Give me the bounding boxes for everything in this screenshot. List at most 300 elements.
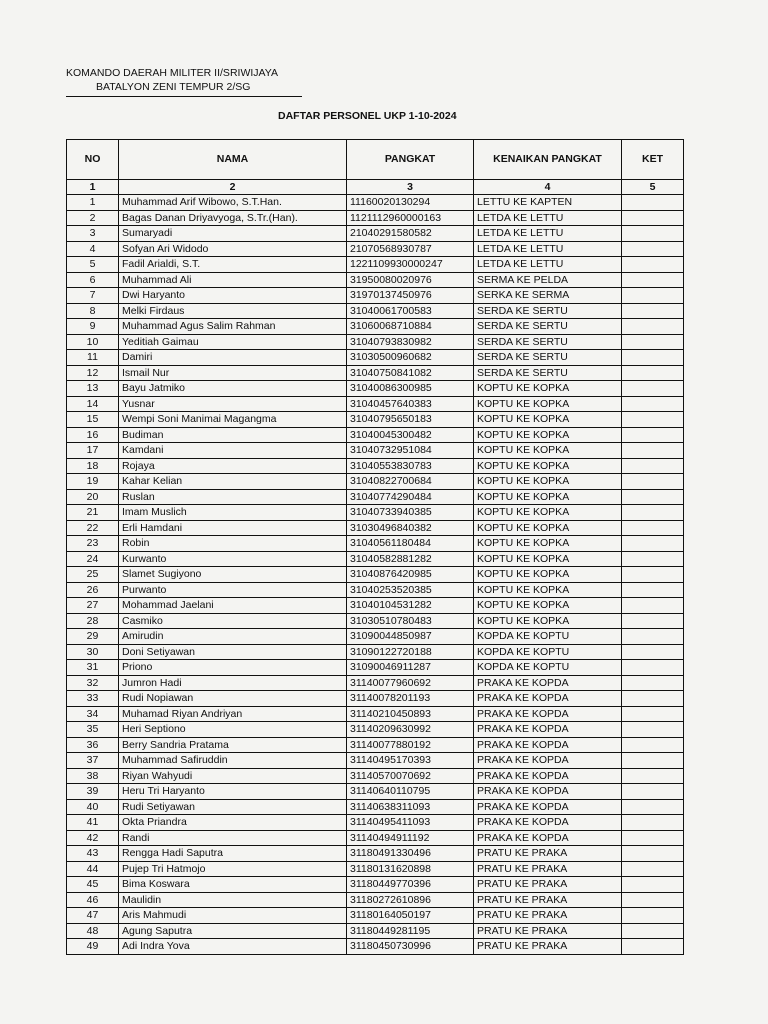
promotion-cell: KOPTU KE KOPKA xyxy=(474,381,622,397)
column-header-no: NO xyxy=(67,140,119,180)
promotion-cell: PRATU KE PRAKA xyxy=(474,923,622,939)
rank-id-cell: 21070568930787 xyxy=(347,241,474,257)
name-cell: Imam Muslich xyxy=(119,505,347,521)
rank-id-cell: 31180131620898 xyxy=(347,861,474,877)
table-row xyxy=(67,489,684,505)
remarks-cell xyxy=(622,288,684,304)
table-row xyxy=(67,303,684,319)
row-number-cell: 8 xyxy=(67,303,119,319)
remarks-cell xyxy=(622,722,684,738)
name-cell: Maulidin xyxy=(119,892,347,908)
promotion-cell: PRAKA KE KOPDA xyxy=(474,737,622,753)
row-number-cell: 32 xyxy=(67,675,119,691)
promotion-cell: PRAKA KE KOPDA xyxy=(474,768,622,784)
promotion-cell: KOPTU KE KOPKA xyxy=(474,536,622,552)
row-number-cell: 2 xyxy=(67,210,119,226)
name-cell: Melki Firdaus xyxy=(119,303,347,319)
name-cell: Casmiko xyxy=(119,613,347,629)
row-number-cell: 31 xyxy=(67,660,119,676)
promotion-cell: PRAKA KE KOPDA xyxy=(474,830,622,846)
rank-id-cell: 31040561180484 xyxy=(347,536,474,552)
rank-id-cell: 31140209630992 xyxy=(347,722,474,738)
column-header-ket: KET xyxy=(622,140,684,180)
rank-id-cell: 31040774290484 xyxy=(347,489,474,505)
table-body xyxy=(67,195,684,955)
rank-id-cell: 31030510780483 xyxy=(347,613,474,629)
remarks-cell xyxy=(622,210,684,226)
rank-id-cell: 31040750841082 xyxy=(347,365,474,381)
promotion-cell: KOPTU KE KOPKA xyxy=(474,613,622,629)
table-row xyxy=(67,784,684,800)
promotion-cell: PRATU KE PRAKA xyxy=(474,892,622,908)
remarks-cell xyxy=(622,350,684,366)
name-cell: Heru Tri Haryanto xyxy=(119,784,347,800)
table-row xyxy=(67,908,684,924)
name-cell: Adi Indra Yova xyxy=(119,939,347,955)
table-row xyxy=(67,288,684,304)
remarks-cell xyxy=(622,629,684,645)
rank-id-cell: 31140638311093 xyxy=(347,799,474,815)
row-number-cell: 3 xyxy=(67,226,119,242)
remarks-cell xyxy=(622,660,684,676)
row-number-cell: 11 xyxy=(67,350,119,366)
promotion-cell: KOPTU KE KOPKA xyxy=(474,412,622,428)
rank-id-cell: 1121112960000163 xyxy=(347,210,474,226)
table-row xyxy=(67,257,684,273)
remarks-cell xyxy=(622,427,684,443)
rank-id-cell: 31040795650183 xyxy=(347,412,474,428)
name-cell: Rengga Hadi Saputra xyxy=(119,846,347,862)
rank-id-cell: 31040793830982 xyxy=(347,334,474,350)
row-number-cell: 26 xyxy=(67,582,119,598)
name-cell: Doni Setiyawan xyxy=(119,644,347,660)
name-cell: Erli Hamdani xyxy=(119,520,347,536)
table-row xyxy=(67,753,684,769)
column-number: 1 xyxy=(67,180,119,195)
battalion-name: BATALYON ZENI TEMPUR 2/SG xyxy=(96,81,251,93)
remarks-cell xyxy=(622,768,684,784)
column-header-pangkat: PANGKAT xyxy=(347,140,474,180)
row-number-cell: 18 xyxy=(67,458,119,474)
promotion-cell: PRAKA KE KOPDA xyxy=(474,784,622,800)
promotion-cell: SERDA KE SERTU xyxy=(474,365,622,381)
remarks-cell xyxy=(622,908,684,924)
remarks-cell xyxy=(622,474,684,490)
table-row xyxy=(67,722,684,738)
promotion-cell: PRAKA KE KOPDA xyxy=(474,815,622,831)
rank-id-cell: 31040733940385 xyxy=(347,505,474,521)
promotion-cell: PRAKA KE KOPDA xyxy=(474,675,622,691)
rank-id-cell: 31090044850987 xyxy=(347,629,474,645)
remarks-cell xyxy=(622,644,684,660)
table-row xyxy=(67,877,684,893)
promotion-cell: KOPTU KE KOPKA xyxy=(474,489,622,505)
table-row xyxy=(67,474,684,490)
rank-id-cell: 31140570070692 xyxy=(347,768,474,784)
rank-id-cell: 1221109930000247 xyxy=(347,257,474,273)
name-cell: Priono xyxy=(119,660,347,676)
name-cell: Wempi Soni Manimai Magangma xyxy=(119,412,347,428)
rank-id-cell: 31030500960682 xyxy=(347,350,474,366)
table-row xyxy=(67,660,684,676)
row-number-cell: 44 xyxy=(67,861,119,877)
rank-id-cell: 31180449770396 xyxy=(347,877,474,893)
promotion-cell: KOPTU KE KOPKA xyxy=(474,567,622,583)
rank-id-cell: 31950080020976 xyxy=(347,272,474,288)
table-row xyxy=(67,939,684,955)
column-number: 3 xyxy=(347,180,474,195)
promotion-cell: SERDA KE SERTU xyxy=(474,334,622,350)
row-number-cell: 5 xyxy=(67,257,119,273)
remarks-cell xyxy=(622,567,684,583)
row-number-cell: 13 xyxy=(67,381,119,397)
rank-id-cell: 31180449281195 xyxy=(347,923,474,939)
rank-id-cell: 31140078201193 xyxy=(347,691,474,707)
row-number-cell: 20 xyxy=(67,489,119,505)
remarks-cell xyxy=(622,753,684,769)
promotion-cell: KOPDA KE KOPTU xyxy=(474,644,622,660)
name-cell: Pujep Tri Hatmojo xyxy=(119,861,347,877)
promotion-cell: SERKA KE SERMA xyxy=(474,288,622,304)
rank-id-cell: 11160020130294 xyxy=(347,195,474,211)
column-number: 2 xyxy=(119,180,347,195)
table-row xyxy=(67,551,684,567)
table-row xyxy=(67,582,684,598)
name-cell: Slamet Sugiyono xyxy=(119,567,347,583)
row-number-cell: 12 xyxy=(67,365,119,381)
rank-id-cell: 31060068710884 xyxy=(347,319,474,335)
remarks-cell xyxy=(622,923,684,939)
rank-id-cell: 31040553830783 xyxy=(347,458,474,474)
name-cell: Purwanto xyxy=(119,582,347,598)
table-row xyxy=(67,520,684,536)
remarks-cell xyxy=(622,489,684,505)
remarks-cell xyxy=(622,598,684,614)
row-number-cell: 15 xyxy=(67,412,119,428)
column-header-kenaikan-pangkat: KENAIKAN PANGKAT xyxy=(474,140,622,180)
promotion-cell: KOPDA KE KOPTU xyxy=(474,660,622,676)
remarks-cell xyxy=(622,458,684,474)
remarks-cell xyxy=(622,520,684,536)
row-number-cell: 24 xyxy=(67,551,119,567)
remarks-cell xyxy=(622,706,684,722)
remarks-cell xyxy=(622,226,684,242)
name-cell: Muhamad Riyan Andriyan xyxy=(119,706,347,722)
table-row xyxy=(67,567,684,583)
name-cell: Yusnar xyxy=(119,396,347,412)
remarks-cell xyxy=(622,737,684,753)
name-cell: Sumaryadi xyxy=(119,226,347,242)
table-row xyxy=(67,799,684,815)
promotion-cell: KOPTU KE KOPKA xyxy=(474,598,622,614)
promotion-cell: PRAKA KE KOPDA xyxy=(474,799,622,815)
rank-id-cell: 31180491330496 xyxy=(347,846,474,862)
rank-id-cell: 31040732951084 xyxy=(347,443,474,459)
name-cell: Muhammad Safiruddin xyxy=(119,753,347,769)
remarks-cell xyxy=(622,443,684,459)
promotion-cell: SERDA KE SERTU xyxy=(474,350,622,366)
row-number-cell: 4 xyxy=(67,241,119,257)
name-cell: Rojaya xyxy=(119,458,347,474)
table-row xyxy=(67,458,684,474)
name-cell: Muhammad Agus Salim Rahman xyxy=(119,319,347,335)
remarks-cell xyxy=(622,381,684,397)
column-number: 4 xyxy=(474,180,622,195)
table-row xyxy=(67,319,684,335)
promotion-cell: KOPTU KE KOPKA xyxy=(474,551,622,567)
table-row xyxy=(67,706,684,722)
rank-id-cell: 31180450730996 xyxy=(347,939,474,955)
rank-id-cell: 21040291580582 xyxy=(347,226,474,242)
row-number-cell: 46 xyxy=(67,892,119,908)
table-row xyxy=(67,892,684,908)
table-row xyxy=(67,830,684,846)
promotion-cell: PRAKA KE KOPDA xyxy=(474,706,622,722)
remarks-cell xyxy=(622,334,684,350)
name-cell: Ruslan xyxy=(119,489,347,505)
remarks-cell xyxy=(622,257,684,273)
row-number-cell: 41 xyxy=(67,815,119,831)
row-number-cell: 17 xyxy=(67,443,119,459)
name-cell: Muhammad Ali xyxy=(119,272,347,288)
name-cell: Berry Sandria Pratama xyxy=(119,737,347,753)
name-cell: Sofyan Ari Widodo xyxy=(119,241,347,257)
name-cell: Amirudin xyxy=(119,629,347,645)
remarks-cell xyxy=(622,319,684,335)
table-row xyxy=(67,381,684,397)
promotion-cell: PRAKA KE KOPDA xyxy=(474,691,622,707)
promotion-cell: KOPTU KE KOPKA xyxy=(474,582,622,598)
name-cell: Randi xyxy=(119,830,347,846)
table-row xyxy=(67,768,684,784)
rank-id-cell: 31140640110795 xyxy=(347,784,474,800)
promotion-cell: PRAKA KE KOPDA xyxy=(474,753,622,769)
rank-id-cell: 31030496840382 xyxy=(347,520,474,536)
remarks-cell xyxy=(622,365,684,381)
table-row xyxy=(67,613,684,629)
table-row xyxy=(67,365,684,381)
row-number-cell: 34 xyxy=(67,706,119,722)
table-row xyxy=(67,815,684,831)
promotion-cell: KOPTU KE KOPKA xyxy=(474,474,622,490)
table-row xyxy=(67,272,684,288)
header-underline xyxy=(66,96,302,97)
row-number-cell: 38 xyxy=(67,768,119,784)
rank-id-cell: 31040582881282 xyxy=(347,551,474,567)
personnel-table xyxy=(66,139,684,955)
promotion-cell: SERDA KE SERTU xyxy=(474,319,622,335)
name-cell: Muhammad Arif Wibowo, S.T.Han. xyxy=(119,195,347,211)
name-cell: Jumron Hadi xyxy=(119,675,347,691)
table-row xyxy=(67,598,684,614)
table-row xyxy=(67,210,684,226)
rank-id-cell: 31140495170393 xyxy=(347,753,474,769)
name-cell: Yeditiah Gaimau xyxy=(119,334,347,350)
table-row xyxy=(67,241,684,257)
remarks-cell xyxy=(622,830,684,846)
row-number-cell: 7 xyxy=(67,288,119,304)
row-number-cell: 39 xyxy=(67,784,119,800)
row-number-cell: 28 xyxy=(67,613,119,629)
letterhead xyxy=(66,66,302,97)
remarks-cell xyxy=(622,551,684,567)
row-number-cell: 14 xyxy=(67,396,119,412)
remarks-cell xyxy=(622,939,684,955)
row-number-cell: 33 xyxy=(67,691,119,707)
name-cell: Robin xyxy=(119,536,347,552)
rank-id-cell: 31090046911287 xyxy=(347,660,474,676)
row-number-cell: 35 xyxy=(67,722,119,738)
rank-id-cell: 31040876420985 xyxy=(347,567,474,583)
rank-id-cell: 31040457640383 xyxy=(347,396,474,412)
table-row xyxy=(67,412,684,428)
remarks-cell xyxy=(622,799,684,815)
promotion-cell: PRAKA KE KOPDA xyxy=(474,722,622,738)
name-cell: Kurwanto xyxy=(119,551,347,567)
table-row xyxy=(67,334,684,350)
rank-id-cell: 31140494911192 xyxy=(347,830,474,846)
rank-id-cell: 31040086300985 xyxy=(347,381,474,397)
rank-id-cell: 31040061700583 xyxy=(347,303,474,319)
table-row xyxy=(67,226,684,242)
name-cell: Rudi Setiyawan xyxy=(119,799,347,815)
promotion-cell: KOPDA KE KOPTU xyxy=(474,629,622,645)
promotion-cell: LETTU KE KAPTEN xyxy=(474,195,622,211)
table-row xyxy=(67,195,684,211)
table-row xyxy=(67,427,684,443)
rank-id-cell: 31040822700684 xyxy=(347,474,474,490)
name-cell: Agung Saputra xyxy=(119,923,347,939)
promotion-cell: LETDA KE LETTU xyxy=(474,241,622,257)
promotion-cell: PRATU KE PRAKA xyxy=(474,908,622,924)
row-number-cell: 48 xyxy=(67,923,119,939)
table-header-row xyxy=(67,140,684,180)
name-cell: Bagas Danan Driyavyoga, S.Tr.(Han). xyxy=(119,210,347,226)
remarks-cell xyxy=(622,412,684,428)
command-name: KOMANDO DAERAH MILITER II/SRIWIJAYA xyxy=(66,67,278,79)
remarks-cell xyxy=(622,877,684,893)
row-number-cell: 21 xyxy=(67,505,119,521)
promotion-cell: KOPTU KE KOPKA xyxy=(474,427,622,443)
row-number-cell: 40 xyxy=(67,799,119,815)
name-cell: Bayu Jatmiko xyxy=(119,381,347,397)
promotion-cell: PRATU KE PRAKA xyxy=(474,846,622,862)
table-row xyxy=(67,629,684,645)
name-cell: Aris Mahmudi xyxy=(119,908,347,924)
row-number-cell: 19 xyxy=(67,474,119,490)
rank-id-cell: 31140210450893 xyxy=(347,706,474,722)
table-row xyxy=(67,737,684,753)
promotion-cell: KOPTU KE KOPKA xyxy=(474,505,622,521)
column-header-nama: NAMA xyxy=(119,140,347,180)
name-cell: Budiman xyxy=(119,427,347,443)
rank-id-cell: 31090122720188 xyxy=(347,644,474,660)
table-row xyxy=(67,923,684,939)
name-cell: Heri Septiono xyxy=(119,722,347,738)
row-number-cell: 47 xyxy=(67,908,119,924)
rank-id-cell: 31180164050197 xyxy=(347,908,474,924)
row-number-cell: 30 xyxy=(67,644,119,660)
promotion-cell: KOPTU KE KOPKA xyxy=(474,396,622,412)
rank-id-cell: 31140495411093 xyxy=(347,815,474,831)
row-number-cell: 16 xyxy=(67,427,119,443)
table-row xyxy=(67,443,684,459)
promotion-cell: SERDA KE SERTU xyxy=(474,303,622,319)
table-row xyxy=(67,675,684,691)
remarks-cell xyxy=(622,303,684,319)
remarks-cell xyxy=(622,582,684,598)
remarks-cell xyxy=(622,272,684,288)
row-number-cell: 37 xyxy=(67,753,119,769)
name-cell: Fadil Arialdi, S.T. xyxy=(119,257,347,273)
promotion-cell: SERMA KE PELDA xyxy=(474,272,622,288)
remarks-cell xyxy=(622,691,684,707)
remarks-cell xyxy=(622,784,684,800)
remarks-cell xyxy=(622,241,684,257)
rank-id-cell: 31970137450976 xyxy=(347,288,474,304)
row-number-cell: 23 xyxy=(67,536,119,552)
table-row xyxy=(67,846,684,862)
row-number-cell: 29 xyxy=(67,629,119,645)
name-cell: Mohammad Jaelani xyxy=(119,598,347,614)
remarks-cell xyxy=(622,892,684,908)
row-number-cell: 43 xyxy=(67,846,119,862)
row-number-cell: 49 xyxy=(67,939,119,955)
rank-id-cell: 31180272610896 xyxy=(347,892,474,908)
row-number-cell: 9 xyxy=(67,319,119,335)
rank-id-cell: 31040253520385 xyxy=(347,582,474,598)
table-row xyxy=(67,691,684,707)
remarks-cell xyxy=(622,613,684,629)
row-number-cell: 1 xyxy=(67,195,119,211)
table-row xyxy=(67,536,684,552)
remarks-cell xyxy=(622,675,684,691)
promotion-cell: KOPTU KE KOPKA xyxy=(474,443,622,459)
table-row xyxy=(67,861,684,877)
rank-id-cell: 31140077880192 xyxy=(347,737,474,753)
row-number-cell: 42 xyxy=(67,830,119,846)
row-number-cell: 25 xyxy=(67,567,119,583)
table-row xyxy=(67,396,684,412)
document-title: DAFTAR PERSONEL UKP 1-10-2024 xyxy=(278,110,457,122)
name-cell: Kahar Kelian xyxy=(119,474,347,490)
row-number-cell: 36 xyxy=(67,737,119,753)
row-number-cell: 27 xyxy=(67,598,119,614)
row-number-cell: 10 xyxy=(67,334,119,350)
remarks-cell xyxy=(622,815,684,831)
promotion-cell: PRATU KE PRAKA xyxy=(474,877,622,893)
remarks-cell xyxy=(622,861,684,877)
remarks-cell xyxy=(622,396,684,412)
row-number-cell: 6 xyxy=(67,272,119,288)
column-number: 5 xyxy=(622,180,684,195)
table-row xyxy=(67,505,684,521)
name-cell: Ismail Nur xyxy=(119,365,347,381)
column-number-row xyxy=(67,180,684,195)
row-number-cell: 45 xyxy=(67,877,119,893)
promotion-cell: KOPTU KE KOPKA xyxy=(474,458,622,474)
rank-id-cell: 31040104531282 xyxy=(347,598,474,614)
table-row xyxy=(67,350,684,366)
promotion-cell: PRATU KE PRAKA xyxy=(474,861,622,877)
name-cell: Bima Koswara xyxy=(119,877,347,893)
table-row xyxy=(67,644,684,660)
remarks-cell xyxy=(622,505,684,521)
remarks-cell xyxy=(622,195,684,211)
rank-id-cell: 31140077960692 xyxy=(347,675,474,691)
promotion-cell: LETDA KE LETTU xyxy=(474,257,622,273)
promotion-cell: LETDA KE LETTU xyxy=(474,210,622,226)
